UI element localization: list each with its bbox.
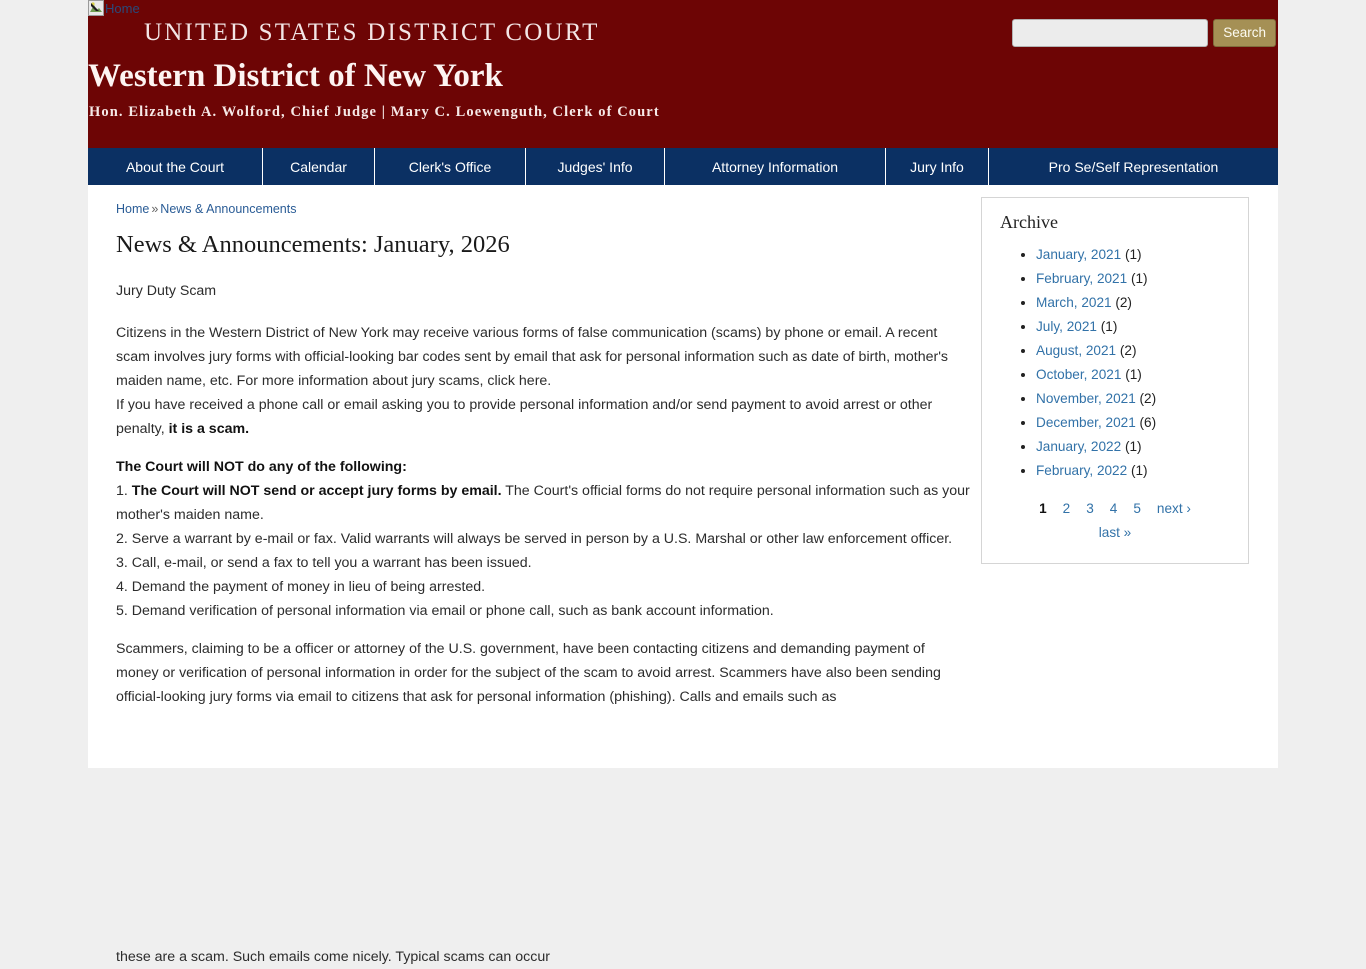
nav-item-judges-info[interactable]: Judges' Info [526,148,665,185]
nav-item-about-the-court[interactable]: About the Court [88,148,263,185]
warning-list-item-2 [116,527,971,551]
archive-sidebar [981,197,1249,564]
archive-link-august-2021[interactable]: August, 2021 [1036,343,1117,358]
archive-list-item [1036,315,1232,339]
archive-count-january-2022: (1) [1124,439,1142,454]
archive-list-item [1036,363,1232,387]
archive-link-october-2021[interactable]: October, 2021 [1036,367,1122,382]
warning-item-1-number: 1. [116,483,128,500]
archive-link-february-2022[interactable]: February, 2022 [1036,463,1128,478]
archive-list-item [1036,387,1232,411]
breadcrumb-home-link[interactable]: Home [116,202,150,216]
archive-list-item [1036,243,1232,267]
warning-item-2-rest: Serve a warrant by e-mail or fax. Valid warrants will always be served in person by a U.S. Marshal or other law enforcement officer. [131,531,953,548]
warning-list-item-4 [116,575,971,599]
warning-item-2-number: 2. [116,531,128,548]
warning-item-3-number: 3. [116,555,128,572]
content-spacer [116,441,971,455]
site-container [88,0,1278,965]
archive-list-item [1036,339,1232,363]
archive-title: Archive [1000,212,1058,232]
main-content-column [116,230,971,709]
warning-item-1-rest: The Court's official forms do not require personal information such as your mother's maiden name. [116,483,970,524]
archive-link-january-2022[interactable]: January, 2022 [1036,439,1122,454]
court-name: UNITED STATES DISTRICT COURT [144,19,600,46]
archive-count-january-2021: (1) [1124,247,1142,262]
article-paragraph-2-emphasis: it is a scam. [168,421,250,438]
article-closing-paragraph: Scammers, claiming to be a officer or attorney of the U.S. government, have been contacting citizens and demanding payment of money or verification of personal information in order for the subject of the scam to avoid arrest. Scammers have also been sending official-looking jury forms via email to citizens that ask for personal information (phishing). Calls and emails such as [116,641,941,706]
warning-item-5-number: 5. [116,603,128,620]
archive-count-february-2021: (1) [1130,271,1148,286]
archive-count-july-2021: (1) [1100,319,1118,334]
archive-link-february-2021[interactable]: February, 2021 [1036,271,1128,286]
content-spacer-2 [116,623,971,637]
warning-list-item-1 [116,479,971,527]
archive-link-january-2021[interactable]: January, 2021 [1036,247,1122,262]
archive-link-december-2021[interactable]: December, 2021 [1036,415,1136,430]
archive-count-november-2021: (2) [1139,391,1157,406]
nav-item-attorney-information[interactable]: Attorney Information [665,148,886,185]
nav-item-calendar[interactable]: Calendar [263,148,375,185]
truncated-text-line: these are a scam. Such emails come nicely. Typical scams can occur [116,949,550,965]
warning-list-item-5 [116,599,971,623]
archive-count-october-2021: (1) [1125,367,1142,382]
pager-last-row [998,521,1232,545]
warning-item-4-rest: Demand the payment of money in lieu of being arrested. [131,579,486,596]
search-area [1012,19,1276,47]
archive-list-item [1036,459,1232,483]
warning-item-5-rest: Demand verification of personal information via email or phone call, such as bank account information. [131,603,774,620]
archive-link-november-2021[interactable]: November, 2021 [1036,391,1136,406]
search-button[interactable]: Search [1213,19,1276,47]
search-input[interactable] [1012,19,1208,47]
broken-image-icon [88,0,104,16]
pager-page-row [998,497,1232,521]
article-subject: Jury Duty Scam [116,283,217,300]
archive-list-item [1036,291,1232,315]
home-logo-link[interactable] [88,0,140,16]
pager-last-link[interactable]: last » [1098,525,1132,540]
archive-count-february-2022: (1) [1130,463,1148,478]
pager-page-1[interactable]: 1 [1039,501,1047,516]
archive-count-march-2021: (2) [1115,295,1132,310]
page-body [88,185,1278,965]
officials-line: Hon. Elizabeth A. Wolford, Chief Judge | Mary C. Loewenguth, Clerk of Court [89,104,660,120]
pager-page-3[interactable]: 3 [1086,501,1094,516]
nav-item-pro-se-self-representation[interactable]: Pro Se/Self Representation [1048,158,1219,175]
archive-count-august-2021: (2) [1119,343,1137,358]
warning-item-1-bold: The Court will NOT send or accept jury forms by email. [131,483,502,500]
archive-list [998,243,1232,483]
archive-link-march-2021[interactable]: March, 2021 [1036,295,1112,310]
breadcrumb-separator: » [151,202,159,216]
article-paragraph-2 [116,393,971,441]
breadcrumb [116,202,297,216]
pager-page-4[interactable]: 4 [1109,501,1118,516]
site-masthead [88,0,1278,148]
archive-list-item [1036,435,1232,459]
archive-pager [998,497,1232,545]
archive-link-july-2021[interactable]: July, 2021 [1036,319,1097,334]
pager-page-2[interactable]: 2 [1062,501,1071,516]
primary-navigation [88,148,1278,185]
home-logo-alt-text: Home [105,0,140,16]
warning-item-4-number: 4. [116,579,128,596]
pager-page-5[interactable]: 5 [1133,501,1141,516]
district-name: Western District of New York [88,58,503,94]
warning-list-heading: The Court will NOT do any of the following: [116,459,407,476]
archive-count-december-2021: (6) [1139,415,1157,430]
article-paragraph-1: Citizens in the Western District of New York may receive various forms of false communication (scams) by phone or email. A recent scam involves jury forms with official-looking bar codes sent by email that ask for personal information such as date of birth, mother's maiden name, etc. For more information about jury scams, click here. [116,325,948,390]
article-paragraph-2-text: If you have received a phone call or email asking you to provide personal information and/or send payment to avoid arrest or other penalty, [116,397,933,438]
pager-next-link[interactable]: next › [1156,501,1191,516]
archive-list-item [1036,267,1232,291]
warning-item-3-rest: Call, e-mail, or send a fax to tell you a warrant has been issued. [131,555,532,572]
nav-item-clerks-office[interactable]: Clerk's Office [375,148,526,185]
warning-list-item-3 [116,551,971,575]
nav-item-jury-info[interactable]: Jury Info [886,148,989,185]
page-title: News & Announcements: January, 2026 [116,231,510,258]
archive-list-item [1036,411,1232,435]
breadcrumb-current-link[interactable]: News & Announcements [160,202,297,216]
